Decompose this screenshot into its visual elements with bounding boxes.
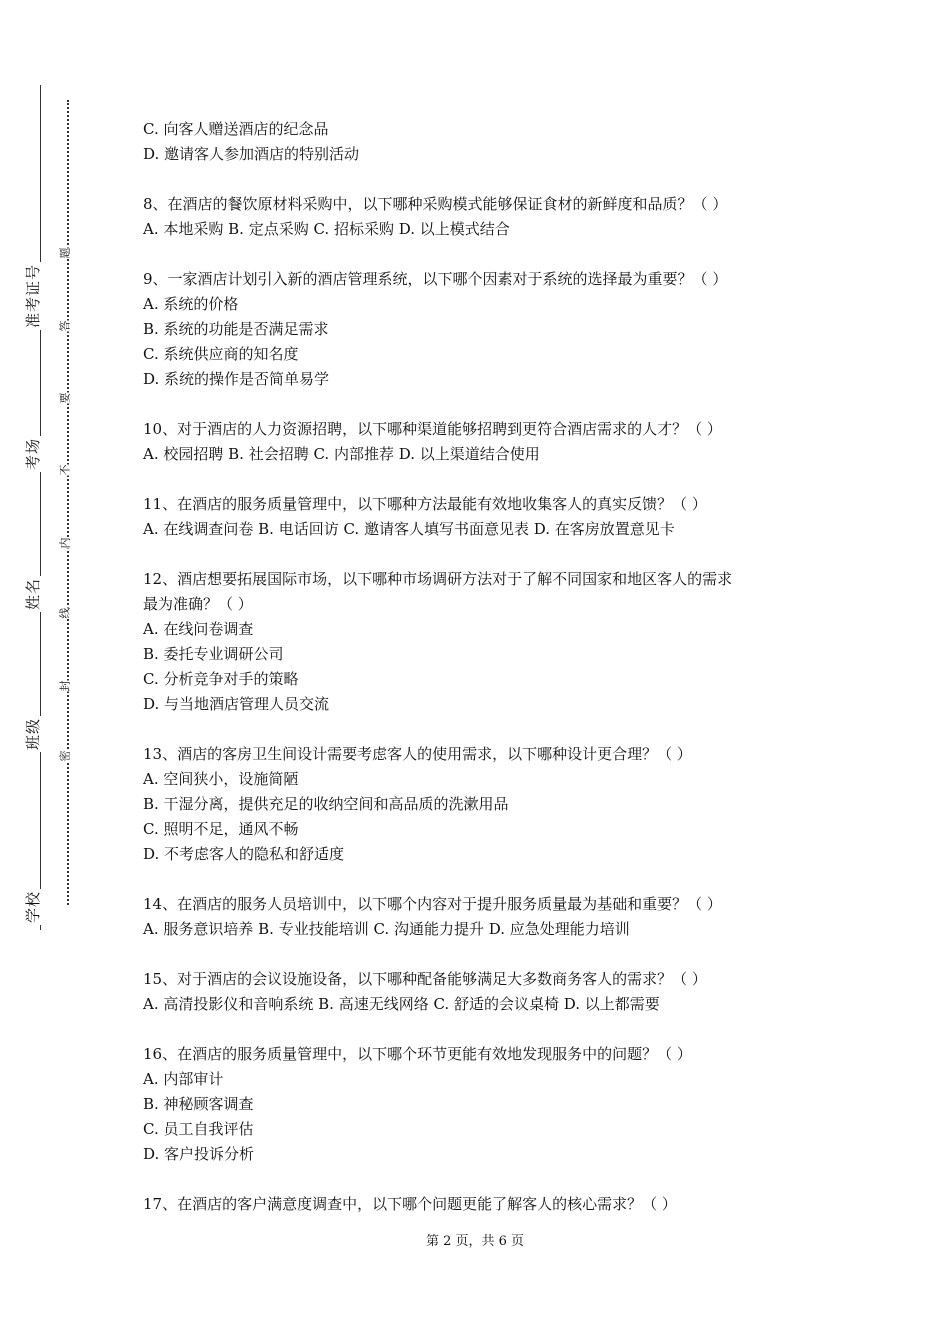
text-line: B. 系统的功能是否满足需求: [143, 320, 329, 338]
text-line: A. 服务意识培养 B. 专业技能培训 C. 沟通能力提升 D. 应急处理能力培训: [143, 920, 630, 938]
exam-number-label: 准考证号: [24, 263, 42, 328]
school-label: 学校: [24, 890, 42, 923]
text-line: A. 系统的价格: [143, 295, 239, 313]
question-content: [143, 117, 843, 1217]
text-line: A. 在线问卷调查: [143, 620, 254, 638]
text-line: C. 员工自我评估: [143, 1120, 254, 1138]
question-stem: 12、酒店想要拓展国际市场，以下哪种市场调研方法对于了解不同国家和地区客人的需求: [143, 570, 733, 588]
seal-char: 线: [58, 607, 72, 619]
blank-line: [143, 867, 843, 892]
text-line: A. 在线调查问卷 B. 电话回访 C. 邀请客人填写书面意见表 D. 在客房放置意见卡: [143, 520, 675, 538]
text-line: C. 向客人赠送酒店的纪念品: [143, 120, 329, 138]
question-stem: 14、在酒店的服务人员培训中，以下哪个内容对于提升服务质量最为基础和重要？（ ）: [143, 895, 722, 913]
blank-line: [143, 1017, 843, 1042]
blank-line: [143, 942, 843, 967]
question-stem: 8、在酒店的餐饮原材料采购中，以下哪种采购模式能够保证食材的新鲜度和品质？（ ）: [143, 195, 728, 213]
text-line: A. 空间狭小，设施简陋: [143, 770, 299, 788]
question-stem: 9、一家酒店计划引入新的酒店管理系统，以下哪个因素对于系统的选择最为重要？（ ）: [143, 270, 728, 288]
page-footer: 第 2 页，共 6 页: [425, 1234, 525, 1249]
text-line: A. 内部审计: [143, 1070, 224, 1088]
text-line: D. 客户投诉分析: [143, 1145, 255, 1163]
seal-char: 要: [58, 392, 72, 404]
text-line: D. 不考虑客人的隐私和舒适度: [143, 845, 345, 863]
text-line: C. 系统供应商的知名度: [143, 345, 299, 363]
binding-margin: [0, 0, 80, 1344]
text-line: A. 高清投影仪和音响系统 B. 高速无线网络 C. 舒适的会议桌椅 D. 以上都需要: [143, 995, 660, 1013]
text-line: 最为准确？（ ）: [143, 595, 253, 613]
seal-char: 答: [58, 320, 72, 332]
binding-solid-line: [40, 85, 41, 930]
question-stem: 10、对于酒店的人力资源招聘，以下哪种渠道能够招聘到更符合酒店需求的人才？（ ）: [143, 420, 722, 438]
question-stem: 15、对于酒店的会议设施设备，以下哪种配备能够满足大多数商务客人的需求？（ ）: [143, 970, 707, 988]
name-label: 姓名: [24, 577, 42, 610]
exam-room-label: 考场: [24, 437, 42, 470]
seal-dotted-line: [67, 100, 69, 905]
text-line: D. 邀请客人参加酒店的特别活动: [143, 145, 360, 163]
question-stem: 16、在酒店的服务质量管理中，以下哪个环节更能有效地发现服务中的问题？（ ）: [143, 1045, 692, 1063]
text-line: A. 校园招聘 B. 社会招聘 C. 内部推荐 D. 以上渠道结合使用: [143, 445, 540, 463]
blank-line: [143, 242, 843, 267]
question-stem: 17、在酒店的客户满意度调查中，以下哪个问题更能了解客人的核心需求？（ ）: [143, 1195, 677, 1213]
class-label: 班级: [24, 717, 42, 750]
text-line: C. 照明不足，通风不畅: [143, 820, 299, 838]
text-line: D. 系统的操作是否简单易学: [143, 370, 330, 388]
question-stem: 13、酒店的客房卫生间设计需要考虑客人的使用需求，以下哪种设计更合理？（ ）: [143, 745, 692, 763]
seal-char: 不: [58, 464, 72, 476]
seal-char: 封: [58, 680, 72, 692]
seal-char: 密: [58, 750, 72, 762]
blank-line: [143, 542, 843, 567]
blank-line: [143, 717, 843, 742]
question-stem: 11、在酒店的服务质量管理中，以下哪种方法最能有效地收集客人的真实反馈？（ ）: [143, 495, 707, 513]
blank-line: [143, 1167, 843, 1192]
blank-line: [143, 392, 843, 417]
text-line: B. 干湿分离，提供充足的收纳空间和高品质的洗漱用品: [143, 795, 509, 813]
text-line: C. 分析竞争对手的策略: [143, 670, 299, 688]
text-line: D. 与当地酒店管理人员交流: [143, 695, 330, 713]
blank-line: [143, 467, 843, 492]
text-line: B. 神秘顾客调查: [143, 1095, 254, 1113]
text-line: A. 本地采购 B. 定点采购 C. 招标采购 D. 以上模式结合: [143, 220, 510, 238]
seal-char: 题: [58, 247, 72, 259]
text-line: B. 委托专业调研公司: [143, 645, 284, 663]
seal-char: 内: [58, 537, 72, 549]
blank-line: [143, 167, 843, 192]
